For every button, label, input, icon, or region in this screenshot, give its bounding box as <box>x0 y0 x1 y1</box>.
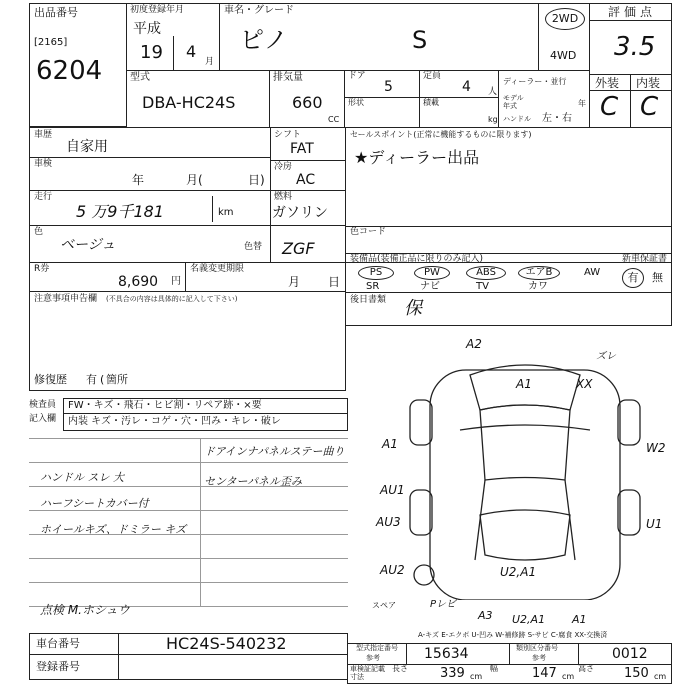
height-value: 150 <box>624 666 649 681</box>
notes-box <box>29 291 346 391</box>
color-value: ベージュ <box>60 237 116 253</box>
recycle-value: 8,690 <box>118 274 159 290</box>
dmg-u2a1-bottom: U2,A1 <box>512 613 546 626</box>
fuel-value: ガソリン <box>272 205 328 221</box>
score-value: 3.5 <box>614 32 656 62</box>
color-code-value: ZGF <box>282 239 315 258</box>
inspection-label: 車検 <box>34 159 53 169</box>
dmg-plate: Pレビ <box>430 599 457 610</box>
equipment-label: 装備品(装備正品に限りのみ記入) <box>350 254 484 264</box>
doors-value: 5 <box>384 79 393 95</box>
aftermarket-value: 保 <box>404 298 422 319</box>
dmg-a1-left: A1 <box>382 437 398 451</box>
inspector-row-2-text: 内装 キズ・汚レ・コゲ・穴・凹み・キレ・破レ <box>68 416 281 427</box>
dmg-u1: U1 <box>646 517 663 531</box>
inspector-label-1: 検査員 <box>29 400 57 410</box>
windshield-outline <box>480 510 570 560</box>
dmg-xx: XX <box>576 377 593 391</box>
length-value: 339 <box>440 666 465 681</box>
lot-code: [2165] <box>34 37 68 48</box>
interior-value: C <box>640 92 659 122</box>
load-label: 積載 <box>423 98 439 107</box>
new-car-warranty-label: 新車保証書 <box>622 254 668 264</box>
damage-legend: A-キズ E-エクボ U-凹み W-補修跡 S-サビ C-腐食 XX-交換済 <box>418 631 608 639</box>
dmg-u2a1: U2,A1 <box>500 565 537 579</box>
dealer-label: ディーラー・並行 <box>503 77 567 86</box>
car-label: 車名・グレード <box>224 5 294 16</box>
shift-label: シフト <box>274 130 302 140</box>
height-unit: cm <box>654 672 667 681</box>
shift-value: FAT <box>290 141 314 157</box>
exterior-value: C <box>600 92 619 122</box>
capacity-unit: 人 <box>488 87 498 97</box>
class-no-sub: 参考 <box>532 654 546 662</box>
width-unit: cm <box>562 672 575 681</box>
color-change-label: 色替 <box>244 242 263 252</box>
reg-month: 4 <box>186 42 197 61</box>
first-reg-label: 初度登録年月 <box>130 5 185 15</box>
notes-sub: (不具合の内容は具体的に記入して下さい) <box>106 295 238 303</box>
dmg-au2: AU2 <box>380 563 405 577</box>
dmg-w2: W2 <box>646 441 666 455</box>
dmg-a2-top: A2 <box>466 337 482 351</box>
remark-1: ドアインナパネルステー曲り <box>204 445 345 458</box>
registration-value-box <box>118 654 348 680</box>
model-year-unit: 年 <box>578 99 586 108</box>
registration-label: 登録番号 <box>36 660 80 673</box>
name-change-label: 名義変更期限 <box>190 264 245 274</box>
doors-label: ドア <box>348 71 366 81</box>
lot-label: 出品番号 <box>34 6 78 19</box>
equip-leather: カワ <box>528 281 548 292</box>
history-label: 車歴 <box>34 130 53 140</box>
repair-label: 修復歴 <box>34 373 67 386</box>
capacity-label: 定員 <box>423 71 442 81</box>
dmg-a3: A3 <box>478 609 493 622</box>
color-code-label: 色コード <box>350 227 387 237</box>
notes-label: 注意事項申告欄 <box>34 294 98 304</box>
model-year-label: モデル 年式 <box>503 94 524 110</box>
warranty-yes: 有 <box>622 268 644 288</box>
hood-outline <box>480 405 570 480</box>
displacement-unit: CC <box>328 115 340 124</box>
warranty-no: 無 <box>652 271 663 284</box>
length-label: 長さ <box>392 664 408 673</box>
displacement-value: 660 <box>292 93 323 112</box>
equip-abs: ABS <box>466 266 506 280</box>
equip-airbag: エアB <box>518 266 560 280</box>
capacity-value: 4 <box>462 79 471 95</box>
model-no-sub: 参考 <box>366 654 380 662</box>
score-label: 評価点 <box>608 5 657 19</box>
dmg-zure: ズレ <box>596 351 616 362</box>
fuel-label: 燃料 <box>274 192 293 202</box>
inspector-label-2: 記入欄 <box>29 414 57 424</box>
exterior-label: 外装 <box>595 76 620 90</box>
signature: 点検 M.ホシュウ <box>40 603 130 617</box>
sales-point-box <box>345 127 672 227</box>
length-unit: cm <box>470 672 483 681</box>
chassis-label: 車台番号 <box>36 637 80 650</box>
front-left-wheel <box>410 400 432 445</box>
equip-ps: PS <box>358 266 394 280</box>
remark-5: ホイールキズ、ドミラー キズ <box>40 523 187 536</box>
height-label: 高さ <box>578 664 594 673</box>
car-name: ピノ <box>240 26 288 54</box>
mileage-value: 5 万9千181 <box>76 202 164 221</box>
interior-label: 内装 <box>636 76 661 90</box>
repair-kasho: 箇所 <box>106 373 128 386</box>
history-value: 自家用 <box>66 139 108 155</box>
aftermarket-label: 後日書類 <box>350 295 387 305</box>
model-no-value: 15634 <box>424 646 469 662</box>
remark-4: ハーフシートカバー付 <box>40 497 149 510</box>
color-label: 色 <box>34 227 44 237</box>
dmg-au1: AU1 <box>380 483 405 497</box>
recycle-unit: 円 <box>171 276 181 287</box>
car-grade: S <box>412 26 428 54</box>
dmg-a1-roof: A1 <box>516 377 532 391</box>
drive-2wd-circle: 2WD <box>545 8 585 30</box>
class-no-label: 類別区分番号 <box>516 644 558 652</box>
model-label: 型式 <box>130 72 150 83</box>
handle-value: 左・右 <box>542 113 572 124</box>
ac-value: AC <box>296 172 316 188</box>
model-no-label: 型式指定番号 <box>356 644 398 652</box>
handle-label: ハンドル <box>503 115 531 123</box>
equip-navi: ナビ <box>420 281 440 292</box>
car-damage-diagram <box>400 330 650 600</box>
equip-tv: TV <box>476 281 489 292</box>
recycle-box <box>29 262 186 292</box>
sales-point-value: ★ディーラー出品 <box>354 148 480 167</box>
dmg-a1-bottom: A1 <box>572 613 587 626</box>
recycle-label: R券 <box>34 264 50 274</box>
equip-pw: PW <box>414 266 450 280</box>
equip-sr: SR <box>366 281 380 292</box>
model-value: DBA-HC24S <box>142 93 236 112</box>
rear-right-wheel <box>618 490 640 535</box>
inspection-month: 月( <box>186 173 203 187</box>
dmg-au3: AU3 <box>376 515 401 529</box>
aftermarket-box <box>345 292 672 326</box>
inspection-year: 年 <box>132 173 145 187</box>
remark-2: ハンドル スレ 大 <box>40 471 124 484</box>
dmg-spare: スペア <box>372 601 396 610</box>
month-unit: 月 <box>205 57 215 67</box>
class-no-value: 0012 <box>612 646 648 662</box>
kg-unit: kg <box>488 115 498 124</box>
drive-4wd: 4WD <box>550 49 577 62</box>
mileage-label: 走行 <box>34 192 53 202</box>
width-value: 147 <box>532 666 557 681</box>
name-change-month: 月 <box>288 275 301 289</box>
reg-year: 19 <box>140 42 163 63</box>
lot-number: 6204 <box>36 56 103 86</box>
dims-label: 車検証記載 寸法 <box>350 665 385 681</box>
repair-bracket: ( <box>100 373 105 386</box>
shape-label: 形状 <box>348 98 364 107</box>
name-change-day: 日 <box>328 275 341 289</box>
inspector-row-1-text: FW・キズ・飛石・ヒビ割・リペア跡・×要 <box>68 400 262 411</box>
repair-value: 有 <box>86 373 97 386</box>
width-label: 幅 <box>490 664 498 673</box>
sales-point-label: セールスポイント(正常に機能するものに限ります) <box>350 130 532 139</box>
displacement-label: 排気量 <box>273 72 303 83</box>
mileage-unit: km <box>218 207 234 218</box>
ac-label: 冷房 <box>274 162 293 172</box>
rear-left-wheel <box>410 490 432 535</box>
front-right-wheel <box>618 400 640 445</box>
era: 平成 <box>133 21 161 37</box>
equip-aw: AW <box>584 267 601 278</box>
inspection-day: 日) <box>248 173 265 187</box>
chassis-value: HC24S-540232 <box>166 634 287 653</box>
remark-3: センターパネル歪み <box>204 475 303 488</box>
